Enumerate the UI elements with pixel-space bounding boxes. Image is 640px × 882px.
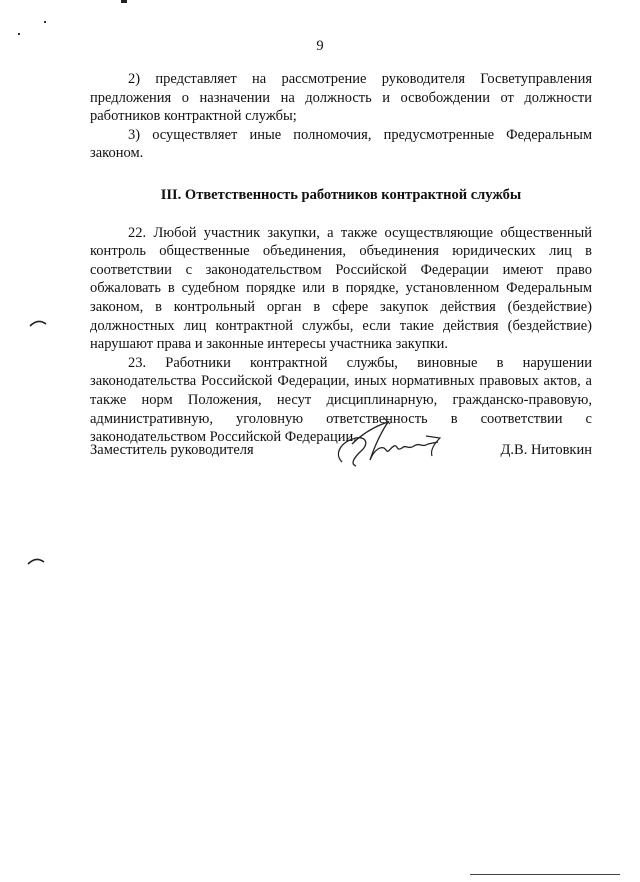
punch-hole-mark-upper: [28, 318, 48, 328]
scan-dot-left: [18, 33, 20, 35]
bottom-rule-line: [470, 874, 620, 875]
paragraph-item-2: 2) представляет на рассмотрение руководителя Госветуправления предложения о назначении на должность и освобождении от должности работников контрактной службы;: [90, 71, 592, 125]
document-body: [90, 70, 592, 447]
signer-position: Заместитель руководителя: [90, 442, 254, 458]
punch-hole-mark-lower: [26, 556, 46, 566]
section-heading: III. Ответственность работников контрактной службы: [160, 186, 522, 203]
signature-block: [90, 436, 592, 476]
signer-name: Д.В. Нитовкин: [500, 442, 592, 458]
scan-mark-top: [121, 0, 127, 3]
scan-dot-left-2: [44, 21, 46, 23]
paragraph-22: 22. Любой участник закупки, а также осуществляющие общественный контроль общественные объединения, объединения юридических лиц в соответствии с законодательством Российской Федерации имеют право обжаловать в судебном порядке или в порядке, установленном Федеральным законом, в контрольный орган в сфере закупок действия (бездействие) должностных лиц контрактной службы, если такие действия (бездействие) нарушают права и законные интересы участника закупки.: [90, 224, 592, 353]
paragraph-23: 23. Работники контрактной службы, виновные в нарушении законодательства Российской Федерации, иных нормативных правовых актов, а также норм Положения, несут дисциплинарную, гражданско-правовую, административную, уголовную ответственность в соответствии с законодательством Российской Федерации.: [90, 354, 592, 446]
paragraph-item-3: 3) осуществляет иные полномочия, предусмотренные Федеральным законом.: [90, 126, 592, 162]
page-number: 9: [316, 38, 324, 54]
handwritten-signature: [330, 414, 450, 474]
